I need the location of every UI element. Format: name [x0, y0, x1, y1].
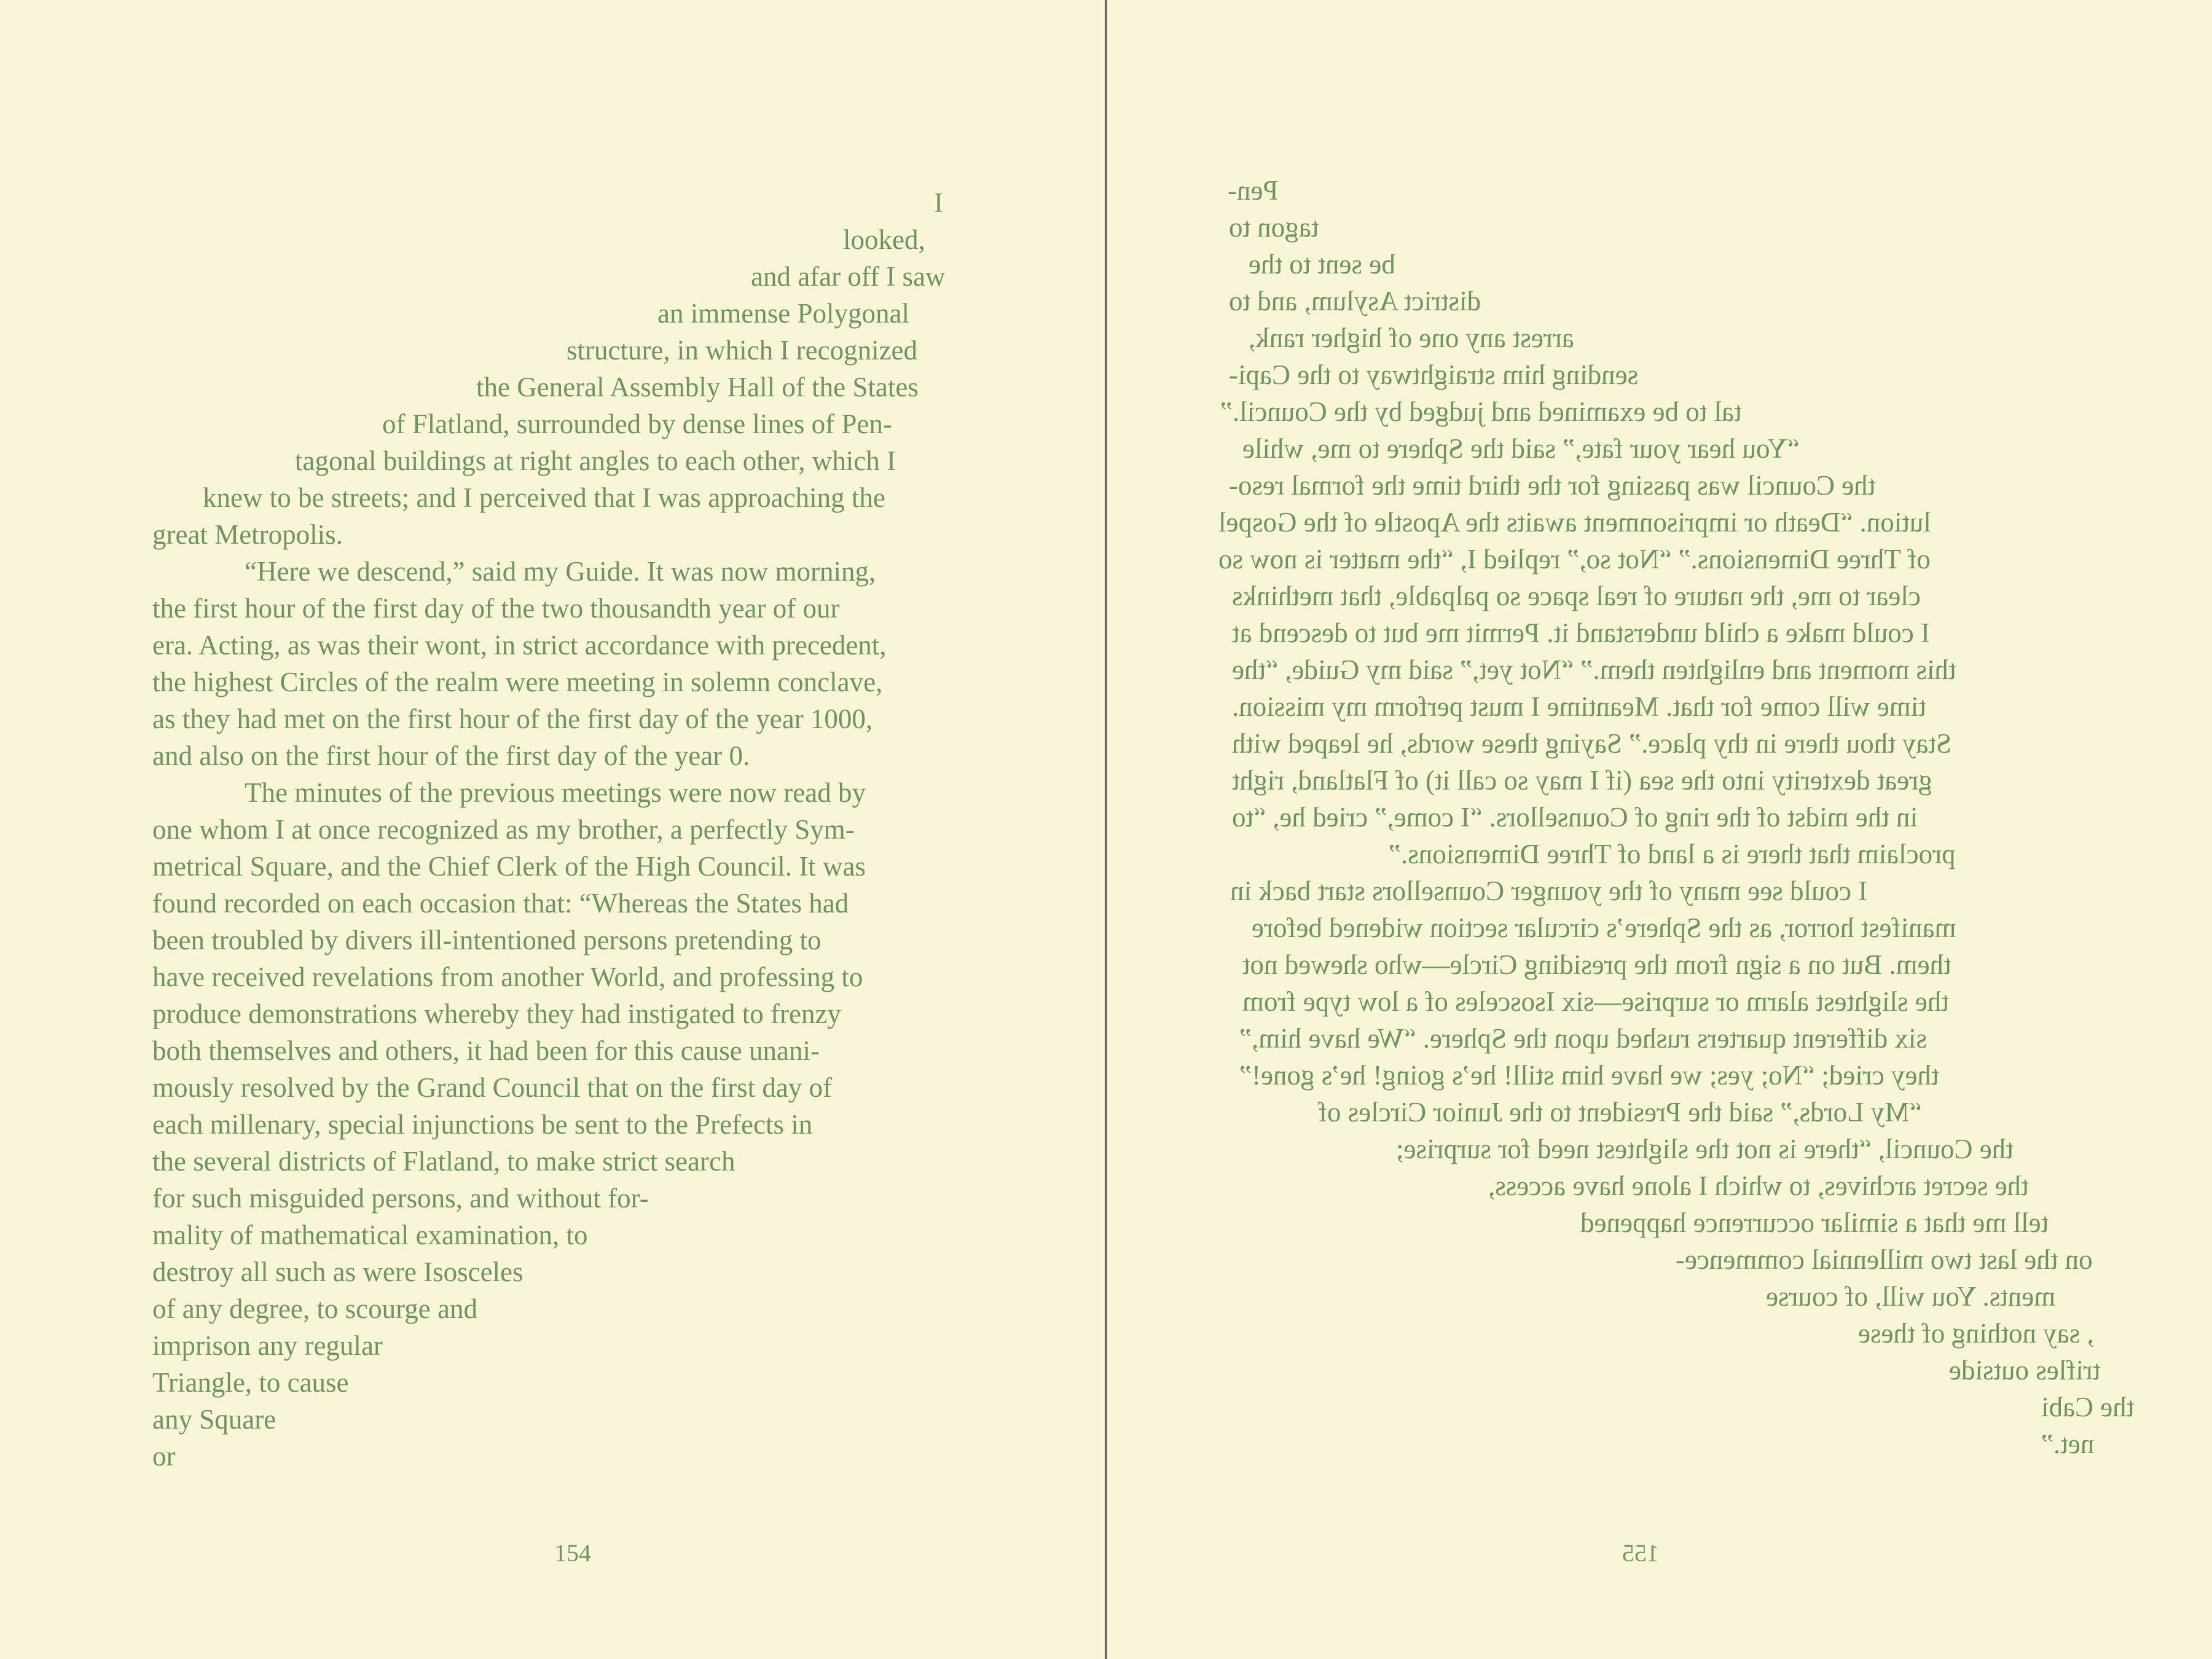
text-line: metrical Square, and the Chief Clerk of the High Council. It was [152, 851, 866, 882]
text-line: on the last two millennial commence- [1676, 1244, 2093, 1275]
text-line: “Here we descend,” said my Guide. It was now morning, [245, 556, 876, 587]
text-line: been troubled by divers ill-intentioned persons pretending to [152, 925, 822, 955]
text-line: Stay thou there in thy place.” Saying these words, he leaped with [1232, 728, 1951, 759]
text-line: Triangle, to cause [152, 1367, 349, 1398]
text-line: I could make a child understand it. Permit me but to descend at [1232, 618, 1930, 648]
text-line: manifest horror, as the Sphere’s circular section widened before [1252, 912, 1956, 943]
text-line: the slightest alarm or surprise—six Isosceles of a low type from [1242, 986, 1949, 1017]
text-line: tell me that a similar occurrence happened [1580, 1207, 2049, 1238]
text-line: mality of mathematical examination, to [152, 1220, 588, 1250]
text-line: lution. “Death or imprisonment awaits the Apostle of the Gospel [1218, 507, 1931, 538]
text-line: imprison any regular [152, 1330, 383, 1361]
text-line: mously resolved by the Grand Council that on the first day of [152, 1072, 833, 1103]
text-line: or [152, 1441, 176, 1472]
text-line: one whom I at once recognized as my brother, a perfectly Sym- [152, 814, 855, 845]
text-line: of Flatland, surrounded by dense lines of Pen- [382, 409, 892, 439]
text-line: district Asylum, and to [1229, 286, 1481, 316]
text-line: each millenary, special injunctions be sent to the Prefects in [152, 1109, 813, 1140]
text-line: I [934, 187, 943, 218]
text-line: as they had met on the first hour of the first day of the year 1000, [152, 704, 873, 734]
text-line: for such misguided persons, and without for- [152, 1183, 649, 1214]
text-line: destroy all such as were Isosceles [152, 1257, 524, 1287]
text-line: knew to be streets; and I perceived that I was approaching the [203, 482, 885, 513]
text-line: and also on the first hour of the first day of the year 0. [152, 740, 750, 771]
right-page-mirrored [1107, 0, 2212, 1659]
text-line: arrest any one of higher rank, [1249, 323, 1574, 353]
text-line: clear to me, the nature of real space so palpable, that methinks [1232, 581, 1921, 611]
page-number: 155 [1622, 1539, 1659, 1567]
text-line: six different quarters rushed upon the Sphere. “We have him,” [1239, 1023, 1927, 1054]
text-line: and afar off I saw [751, 261, 946, 292]
text-line: ments. You will, of course [1766, 1281, 2056, 1312]
text-line: have received revelations from another World, and professing to [152, 962, 863, 992]
text-line: in the midst of the ring of Counsellors. “I come,” cried he, “to [1232, 802, 1918, 833]
page-number: 154 [554, 1539, 591, 1567]
text-line: the secret archives, to which I alone have access, [1488, 1171, 2029, 1201]
text-line: this moment and enlighten them.” “Not yet,” said my Guide, “the [1232, 654, 1956, 685]
text-line: , say nothing of these [1858, 1318, 2094, 1349]
text-line: sending him straightway to the Capi- [1229, 359, 1639, 390]
text-line: produce demonstrations whereby they had instigated to frenzy [152, 998, 841, 1029]
text-line: tal to be examined and judged by the Council.” [1220, 396, 1742, 427]
text-line: era. Acting, as was their wont, in strict accordance with precedent, [152, 630, 887, 661]
text-line: net.” [2041, 1429, 2095, 1459]
text-line: Pen- [1228, 175, 1279, 206]
text-line: tagonal buildings at right angles to each other, which I [295, 445, 896, 476]
text-line: of any degree, to scourge and [152, 1293, 477, 1324]
left-page [0, 0, 1105, 1659]
text-line: of Three Dimensions.” “Not so,” replied I, “the matter is now so [1218, 544, 1931, 575]
text-line: an immense Polygonal [657, 298, 909, 329]
text-line: “You hear your fate,” said the Sphere to me, while [1242, 433, 1800, 464]
text-line: trifles outside [1949, 1355, 2101, 1386]
text-line: them. But on a sign from the presiding Circle—who shewed not [1242, 949, 1951, 980]
text-line: any Square [152, 1404, 276, 1435]
text-line: The minutes of the previous meetings were now read by [245, 777, 866, 808]
text-line: time will come for that. Meantime I must perform my mission. [1232, 691, 1926, 722]
text-line: the first hour of the first day of the two thousandth year of our [152, 593, 840, 624]
text-line: tagon to [1229, 212, 1319, 243]
text-line: they cried; “No; yes; we have him still! he’s going! he’s gone!” [1239, 1060, 1939, 1091]
text-line: found recorded on each occasion that: “Whereas the States had [152, 888, 849, 919]
text-line: be sent to the [1249, 249, 1395, 280]
text-line: the Council, “there is not the slightest need for surprise; [1396, 1134, 2014, 1164]
text-line: proclaim that there is a land of Three Dimensions.” [1389, 839, 1956, 869]
text-line: the General Assembly Hall of the States [476, 372, 919, 402]
text-line: the several districts of Flatland, to make strict search [152, 1146, 735, 1177]
text-line: structure, in which I recognized [567, 335, 918, 366]
text-line: great dexterity into the sea (if I may so call it) of Flatland, right [1232, 765, 1932, 796]
text-line: the Council was passing for the third time the formal reso- [1229, 470, 1876, 501]
text-line: I could see many of the younger Counsellors start back in [1230, 876, 1868, 906]
text-line: great Metropolis. [152, 519, 343, 550]
text-line: the Cabi [2041, 1392, 2135, 1422]
text-line: looked, [843, 224, 925, 255]
text-line: both themselves and others, it had been for this cause unani- [152, 1035, 820, 1066]
text-line: the highest Circles of the realm were meeting in solemn conclave, [152, 667, 883, 697]
text-line: “My Lords,” said the President to the Junior Circles of [1318, 1097, 1922, 1128]
